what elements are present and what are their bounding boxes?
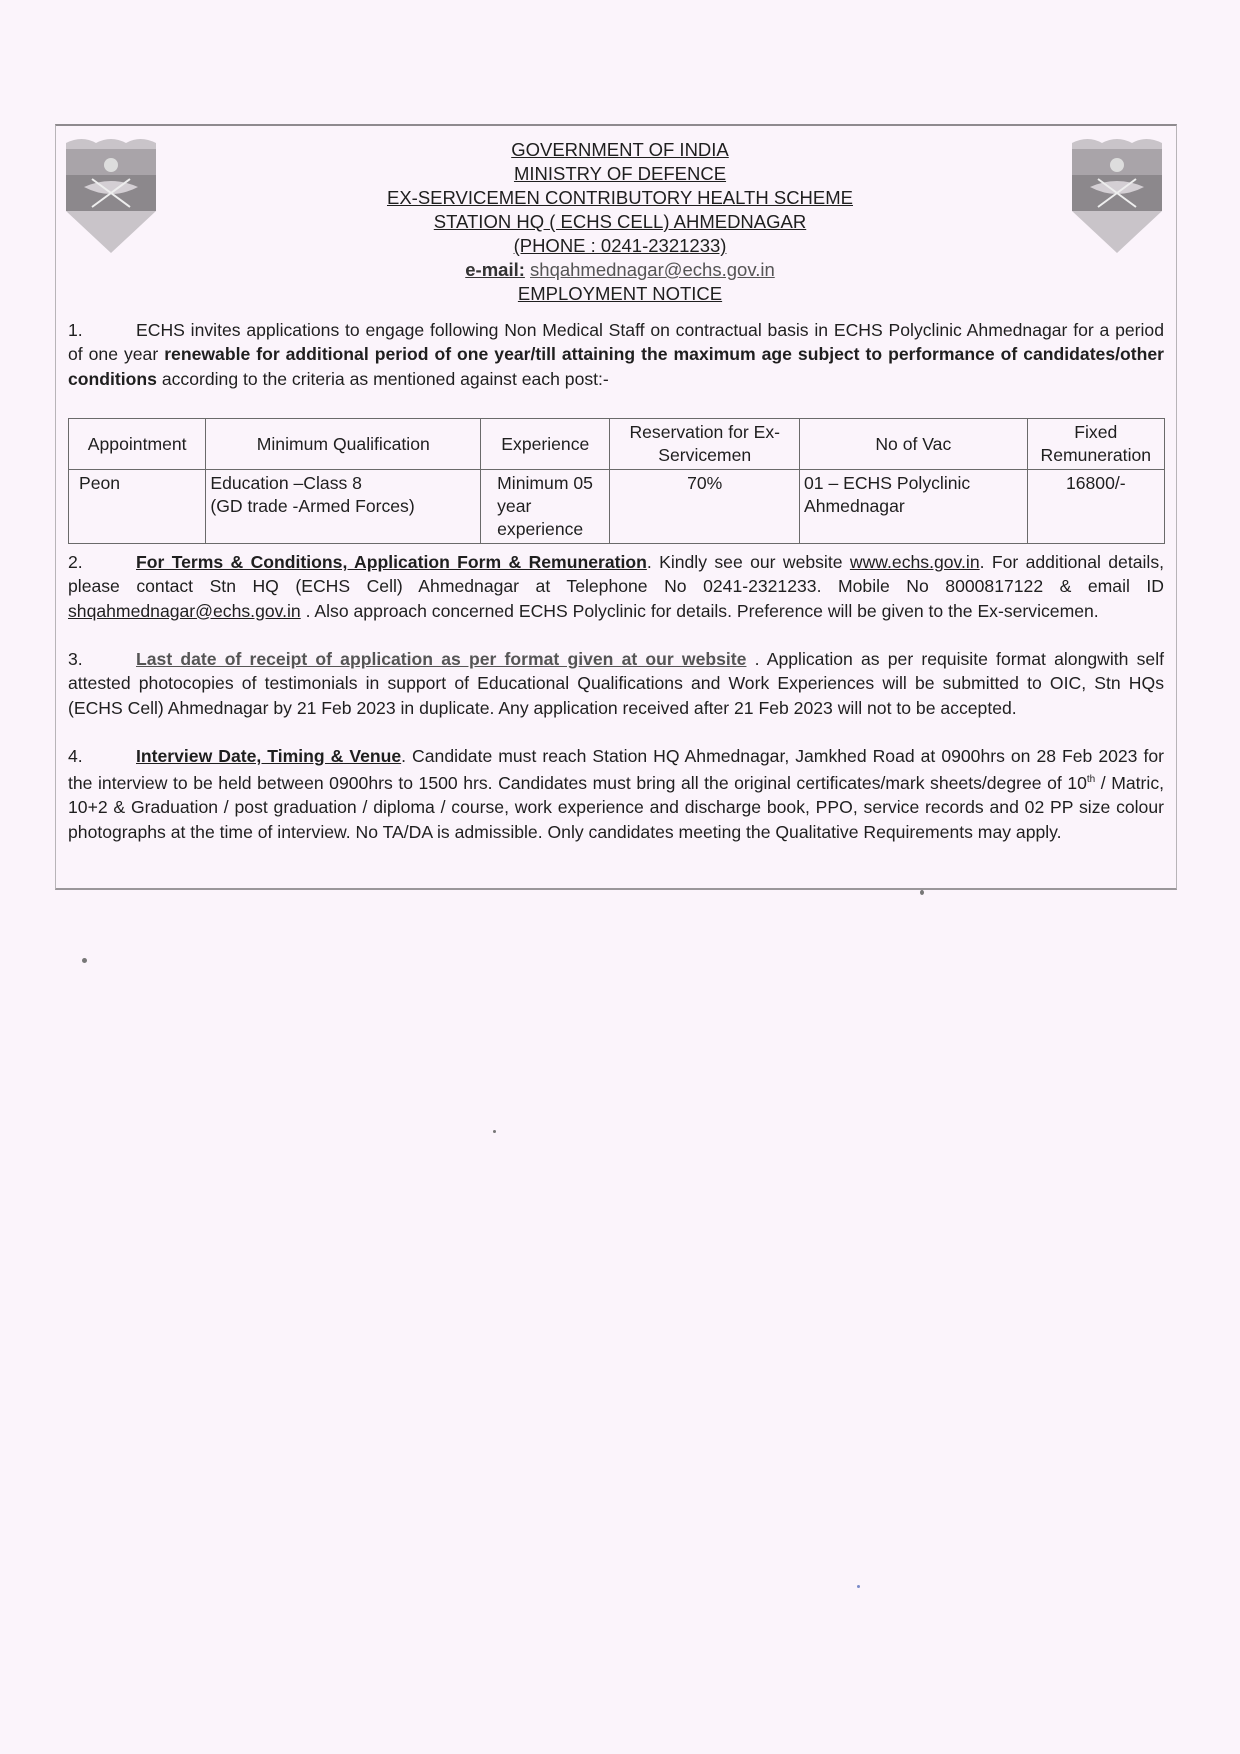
cell-qualification: Education –Class 8 (GD trade -Armed Forces) [206,470,481,544]
letterhead [0,138,1240,306]
paragraph-2: 2. For Terms & Conditions, Application Form & Remuneration. Kindly see our website www.echs.gov.in. For additional details, please contact Stn HQ (ECHS Cell) Ahmednagar at Telephone No 0241-2321233. Mobile No 8000817122 & email ID shqahmednagar@echs.gov.in . Also approach concerned ECHS Polyclinic for details. Preference will be given to the Ex-servicemen. [68,552,1165,621]
cell-appointment: Peon [69,470,206,544]
last-date-heading: Last date of receipt of application as per format given at our website [136,649,747,669]
col-remuneration: Fixed Remuneration [1027,419,1164,470]
header-email [0,258,1240,282]
cell-remuneration: 16800/- [1027,470,1164,544]
scan-speck [920,890,924,895]
cell-reservation: 70% [610,470,800,544]
scan-speck [493,1130,496,1133]
col-qualification: Minimum Qualification [206,419,481,470]
scan-speck [857,1585,860,1588]
interview-heading: Interview Date, Timing & Venue [136,746,402,766]
col-experience: Experience [481,419,610,470]
paragraph-3: 3. Last date of receipt of application as per format given at our website . Application as per requisite format alongwith self attested photocopies of testimonials in support of Educational Qualifications and Work Experiences will be submitted to OIC, Stn HQs (ECHS Cell) Ahmednagar by 21 Feb 2023 in duplicate. Any application received after 21 Feb 2023 will not to be accepted. [68,649,1164,718]
header-line-government: GOVERNMENT OF INDIA [511,139,729,160]
header-line-ministry: MINISTRY OF DEFENCE [513,163,727,184]
header-line-scheme: EX-SERVICEMEN CONTRIBUTORY HEALTH SCHEME [386,187,853,208]
terms-heading: For Terms & Conditions, Application Form & Remuneration [136,552,647,572]
col-appointment: Appointment [69,419,206,470]
paragraph-1: 1. ECHS invites applications to engage following Non Medical Staff on contractual basis in ECHS Polyclinic Ahmednagar for a period of one year renewable for additional period of one year/till attaining the maximum age subject to performance of candidates/other conditions according to the criteria as mentioned against each post:- [68,320,1164,389]
cell-vacancy: 01 – ECHS Polyclinic Ahmednagar [799,470,1027,544]
col-vacancy: No of Vac [799,419,1027,470]
paragraph-4: 4. Interview Date, Timing & Venue. Candidate must reach Station HQ Ahmednagar, Jamkhed Road at 0900hrs on 28 Feb 2023 for the interview to be held between 0900hrs to 1500 hrs. Candidates must bring all the original certificates/mark sheets/degree of 10th / Matric, 10+2 & Graduation / post graduation / diploma / course, work experience and discharge book, PPO, service records and 02 PP size colour photographs at the time of interview. No TA/DA is admissible. Only candidates meeting the Qualitative Requirements may apply. [68,746,1164,842]
header-line-phone: (PHONE : 0241-2321233) [513,235,727,256]
email-label: e-mail: [465,259,525,280]
website-link[interactable]: www.echs.gov.in [849,552,980,572]
col-reservation: Reservation for Ex-Servicemen [610,419,800,470]
table-row [69,470,1165,544]
table-header-row [69,419,1165,470]
email-link[interactable]: shqahmednagar@echs.gov.in [530,259,775,280]
email-link[interactable]: shqahmednagar@echs.gov.in [68,600,301,621]
notice-title: EMPLOYMENT NOTICE [517,283,723,304]
cell-experience: Minimum 05 year experience [481,470,610,544]
vacancy-table [68,418,1165,544]
scan-speck [82,958,87,963]
header-line-station: STATION HQ ( ECHS CELL) AHMEDNAGAR [433,211,807,232]
